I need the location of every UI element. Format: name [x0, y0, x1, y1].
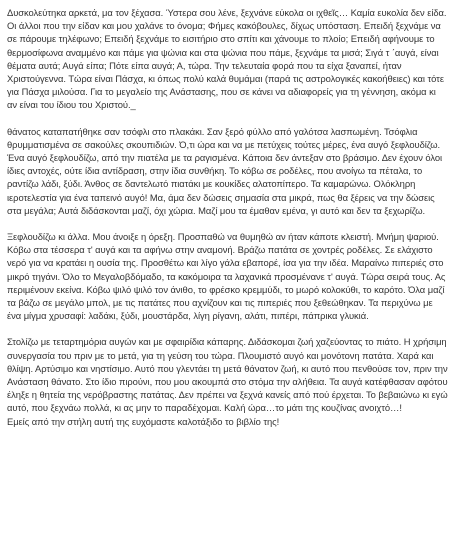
paragraph-1: Δυσκολεύτηκα αρκετά, μα τον ξέχασα. Ύστερα σου λένε, ξεχνάνε εύκολα οι ιχθεῖς… Καμία ευκολία δεν είδα. Οι άλλοι που την είδαν και μου χαλάνε το όνομα; Φήμες κακόβουλες, δίχως υπόσταση. Επειδή ξεχνάμε να σε πάρουμε τηλέφωνο; Επειδή ξεχνάμε το εισιτήριο στο σπίτι και χάνουμε το πλοίο; Επειδή αφήνουμε το θερμοσίφωνα αναμμένο και πάμε για ψώνια και στα ψώνια που πάμε, ξεχνάμε τα μισά; Σιγά τ ΄αυγά, είναι θέματα αυτά; Αυγά είπα; Πότε είπα αυγά; Α, τώρα. Την τελευταία φορά που τα είχα ξαναπεί, ήταν Χριστούγεννα. Τώρα είναι Πάσχα, κι όπως πολύ καλά θυμάμαι (παρά τις αστρολογικές κακοήθειες) και τότε για Πάσχα μιλούσα. Για το μεγαλείο της Ανάστασης, που σε κάνει να αδιαφορείς για τη γέννηση, ακόμα κι αν είναι του ίδιου του Χριστού._: [7, 7, 447, 111]
paragraph-2: θάνατος καταπατήθηκε σαν τσόφλι στο πλακάκι. Σαν ξερό φύλλο από γαλότσα λασπωμένη. Τσόφλια θρυμματισμένα σε σακούλες σκουπιδιών. Ό,τι ώρα και να με πετύχεις τούτες μέρες, ένα αυγό ξεφλουδίζω. Ένα αυγό ξεφλουδίζω, από την πιατέλα με τα ραγισμένα. Κάποια δεν άντεξαν στο βράσιμο. Δεν έχουν όλοι ίδιες αντοχές, ούτε ίδια αντίδραση, στην ίδια συνθήκη. Το κόβω σε ροδέλες, που ανοίγω τα πέταλα, το ραντίζω λάδι, ξύδι. Άνθος σε δαντελωτό πιατάκι με κουκίδες αλατοπίπερο. Τα καμαρώνω. Ολόκληρη ιεροτελεστία για ένα ταπεινό αυγό! Μα, άμα δεν δώσεις σημασία στα μικρά, πως θα ξέρεις να την δώσεις στα μεγάλα; Αυτά διδάσκονται μαζί, όχι χώρια. Μαζί μου τα έμαθαν εμένα, γι αυτό και δεν τα ξεχωρίζω.: [7, 125, 443, 216]
paragraph-3: Ξεφλουδίζω κι άλλα. Μου άνοιξε η όρεξη. Προσπαθώ να θυμηθώ αν ήταν κάποτε κλειστή. Μνήμη ψαριού. Κόβω στα τέσσερα τ' αυγά και τα αφήνω στην αναμονή. Βράζω πατάτα σε χοντρές ροδέλες. Σε ελάχιστο νερό για να κρατάει η ουσία της. Προσθέτω και λίγο γάλα εβαπορέ, ίσα για την ιδέα. Μαραίνω πιπεριές στο μικρό τηγάνι. Όλο το Μεγαλοβδόμαδο, τα κακόμοιρα τα λαχανικά προσμένανε τ' αυγά. Τώρα σειρά τους. Ας περιμένουν εκείνα. Κόβω ψιλό ψιλό τον άνιθο, το φρέσκο κρεμμύδι, το μωρό κολοκύθι, το καρότο. Όλα μαζί τα βάζω σε μεγάλο μπολ, με τις πατάτες που αχνίζουν και τις πιπεριές που ξεθεώθηκαν. Τα περιχύνω με ένα μίγμα χρυσαφί: λαδάκι, ξύδι, μουστάρδα, λίγη ρίγανη, αλάτι, πιπέρι, πάπρικα γλυκιά.: [7, 231, 446, 322]
paragraph-4: Στολίζω με τεταρτημόρια αυγών και με σφαιρίδια κάπαρης. Διδάσκομαι ζωή χαζεύοντας το πιάτο. Η χρήσιμη συνεργασία του πριν με το μετά, για τη γεύση του τώρα. Πλουμιστό αυγό και μονότονη πατάτα. Χαρά και θλίψη. Αρτύσιμο και νηστίσιμο. Αυτό που γλεντάει τη μετά θάνατον ζωή, κι αυτό που πενθούσε τον, πριν την Ανάσταση θάνατο. Στο ίδιο πιρούνι, που μου ακουμπά στο στόμα την αλήθεια. Τα αυγά κατέφθασαν αφότου έληξε η θητεία της νερόβραστης πατάτας. Δεν πρέπει να ξεχνά κανείς από πού έρχεται. Το βεβαιώνω κι εγώ αυτό, που ξεχνάω πολλά, κι ας μην το παραδέχομαι. Καλή ώρα…το μάτι της κουζίνας ανοιχτό…! Εμείς από την στήλη αυτή της ευχόμαστε καλοτάξιδο το βιβλίο της!: [7, 336, 448, 427]
